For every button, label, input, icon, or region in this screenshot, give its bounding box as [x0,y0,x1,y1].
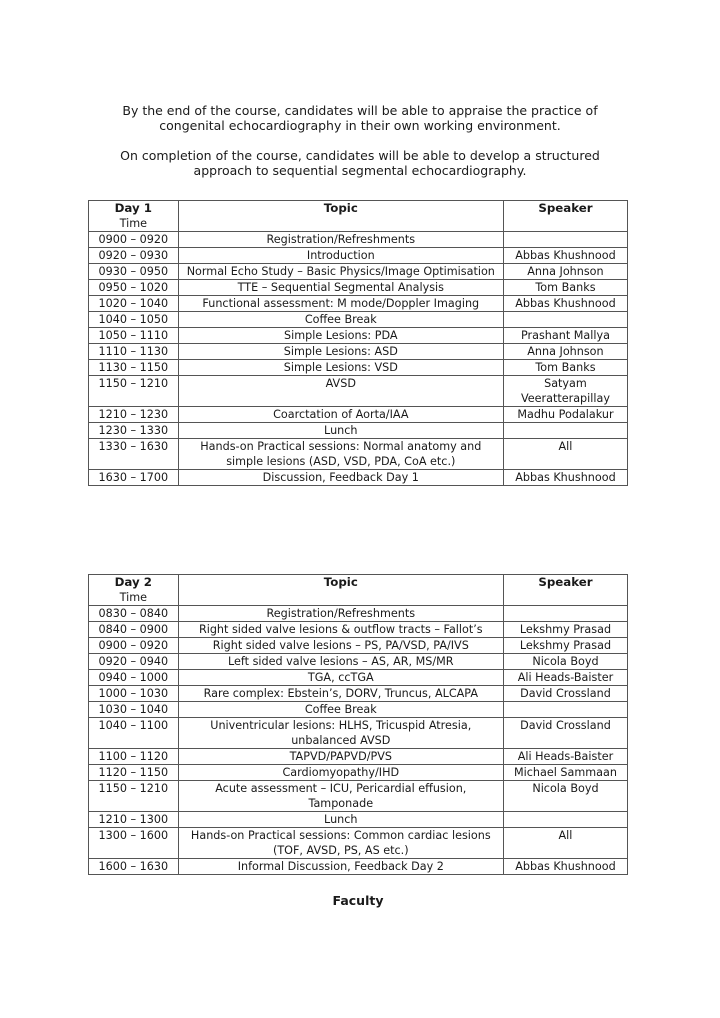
speaker-cell: Michael Sammaan [503,765,627,781]
topic-cell: Informal Discussion, Feedback Day 2 [178,859,503,875]
day2-topic-header: Topic [178,575,503,606]
schedule-row [89,765,628,781]
schedule-row [89,781,628,812]
speaker-cell: Prashant Mallya [503,328,627,344]
topic-cell: Acute assessment – ICU, Pericardial effusion, Tamponade [178,781,503,812]
day1-speaker-header: Speaker [503,201,627,232]
day1-schedule-table [88,200,628,486]
time-cell: 1030 – 1040 [89,702,179,718]
schedule-row [89,702,628,718]
speaker-cell: Anna Johnson [503,344,627,360]
speaker-cell: Madhu Podalakur [503,407,627,423]
speaker-cell: Abbas Khushnood [503,248,627,264]
speaker-cell: Lekshmy Prasad [503,622,627,638]
topic-cell: Hands-on Practical sessions: Normal anatomy and simple lesions (ASD, VSD, PDA, CoA etc.) [178,439,503,470]
time-cell: 0930 – 0950 [89,264,179,280]
topic-cell: Simple Lesions: ASD [178,344,503,360]
day1-topic-header: Topic [178,201,503,232]
time-cell: 1600 – 1630 [89,859,179,875]
topic-cell: Left sided valve lesions – AS, AR, MS/MR [178,654,503,670]
topic-cell: Registration/Refreshments [178,606,503,622]
schedule-row [89,280,628,296]
course-objectives [90,103,630,193]
topic-cell: Normal Echo Study – Basic Physics/Image Optimisation [178,264,503,280]
time-cell: 0900 – 0920 [89,638,179,654]
schedule-row [89,360,628,376]
topic-cell: Hands-on Practical sessions: Common cardiac lesions (TOF, AVSD, PS, AS etc.) [178,828,503,859]
day1-time-header [89,201,179,232]
day1-day-label: Day 1 [114,201,153,215]
schedule-row [89,376,628,407]
day2-day-label: Day 2 [114,575,153,589]
time-cell: 1150 – 1210 [89,376,179,407]
topic-cell: Univentricular lesions: HLHS, Tricuspid Atresia, unbalanced AVSD [178,718,503,749]
schedule-row [89,638,628,654]
schedule-row [89,264,628,280]
schedule-row [89,296,628,312]
time-cell: 0920 – 0930 [89,248,179,264]
topic-cell: Introduction [178,248,503,264]
topic-cell: Lunch [178,423,503,439]
day2-schedule-table [88,574,628,875]
time-cell: 1020 – 1040 [89,296,179,312]
schedule-row [89,812,628,828]
time-cell: 1040 – 1050 [89,312,179,328]
day1-time-label: Time [119,217,148,230]
time-cell: 1040 – 1100 [89,718,179,749]
topic-cell: Right sided valve lesions – PS, PA/VSD, PA/IVS [178,638,503,654]
topic-cell: AVSD [178,376,503,407]
schedule-row [89,248,628,264]
speaker-cell [503,606,627,622]
speaker-cell [503,312,627,328]
topic-cell: TGA, ccTGA [178,670,503,686]
schedule-row [89,828,628,859]
topic-cell: TAPVD/PAPVD/PVS [178,749,503,765]
schedule-row [89,606,628,622]
time-cell: 1330 – 1630 [89,439,179,470]
time-cell: 1000 – 1030 [89,686,179,702]
schedule-row [89,328,628,344]
day2-header-row [89,575,628,606]
topic-cell: Coarctation of Aorta/IAA [178,407,503,423]
speaker-cell: Satyam Veeratterapillay [503,376,627,407]
speaker-cell [503,423,627,439]
speaker-cell: David Crossland [503,718,627,749]
time-cell: 1210 – 1230 [89,407,179,423]
speaker-cell: Anna Johnson [503,264,627,280]
topic-cell: Registration/Refreshments [178,232,503,248]
schedule-row [89,749,628,765]
schedule-row [89,686,628,702]
objective-appraise: By the end of the course, candidates will be able to appraise the practice of congenital echocardiography in their own working environment. [122,103,598,133]
time-cell: 0950 – 1020 [89,280,179,296]
speaker-cell: Abbas Khushnood [503,470,627,486]
day1-header-row [89,201,628,232]
time-cell: 1630 – 1700 [89,470,179,486]
time-cell: 1210 – 1300 [89,812,179,828]
topic-cell: Simple Lesions: PDA [178,328,503,344]
time-cell: 1230 – 1330 [89,423,179,439]
speaker-cell [503,232,627,248]
schedule-row [89,718,628,749]
speaker-cell: All [503,828,627,859]
speaker-cell [503,812,627,828]
time-cell: 0840 – 0900 [89,622,179,638]
time-cell: 1050 – 1110 [89,328,179,344]
schedule-row [89,344,628,360]
speaker-cell: All [503,439,627,470]
schedule-row [89,232,628,248]
topic-cell: Simple Lesions: VSD [178,360,503,376]
topic-cell: Functional assessment: M mode/Doppler Imaging [178,296,503,312]
topic-cell: TTE – Sequential Segmental Analysis [178,280,503,296]
schedule-row [89,654,628,670]
time-cell: 1100 – 1120 [89,749,179,765]
speaker-cell [503,702,627,718]
topic-cell: Lunch [178,812,503,828]
speaker-cell: Nicola Boyd [503,654,627,670]
speaker-cell: Nicola Boyd [503,781,627,812]
time-cell: 0920 – 0940 [89,654,179,670]
topic-cell: Right sided valve lesions & outflow tracts – Fallot’s [178,622,503,638]
schedule-row [89,423,628,439]
topic-cell: Coffee Break [178,702,503,718]
topic-cell: Coffee Break [178,312,503,328]
speaker-cell: David Crossland [503,686,627,702]
schedule-row [89,439,628,470]
time-cell: 0830 – 0840 [89,606,179,622]
speaker-cell: Ali Heads-Baister [503,670,627,686]
time-cell: 0940 – 1000 [89,670,179,686]
speaker-cell: Abbas Khushnood [503,296,627,312]
topic-cell: Cardiomyopathy/IHD [178,765,503,781]
time-cell: 1120 – 1150 [89,765,179,781]
speaker-cell: Tom Banks [503,360,627,376]
time-cell: 1110 – 1130 [89,344,179,360]
faculty-heading: Faculty [332,893,384,908]
speaker-cell: Tom Banks [503,280,627,296]
day2-speaker-header: Speaker [503,575,627,606]
time-cell: 1150 – 1210 [89,781,179,812]
topic-cell: Discussion, Feedback Day 1 [178,470,503,486]
speaker-cell: Abbas Khushnood [503,859,627,875]
day2-time-label: Time [119,591,148,604]
speaker-cell: Lekshmy Prasad [503,638,627,654]
schedule-row [89,622,628,638]
schedule-row [89,407,628,423]
objective-develop: On completion of the course, candidates will be able to develop a structured approach to sequential segmental echocardiography. [120,148,600,178]
schedule-row [89,312,628,328]
topic-cell: Rare complex: Ebstein’s, DORV, Truncus, ALCAPA [178,686,503,702]
time-cell: 0900 – 0920 [89,232,179,248]
schedule-row [89,670,628,686]
speaker-cell: Ali Heads-Baister [503,749,627,765]
schedule-row [89,470,628,486]
schedule-row [89,859,628,875]
time-cell: 1300 – 1600 [89,828,179,859]
day2-time-header [89,575,179,606]
time-cell: 1130 – 1150 [89,360,179,376]
